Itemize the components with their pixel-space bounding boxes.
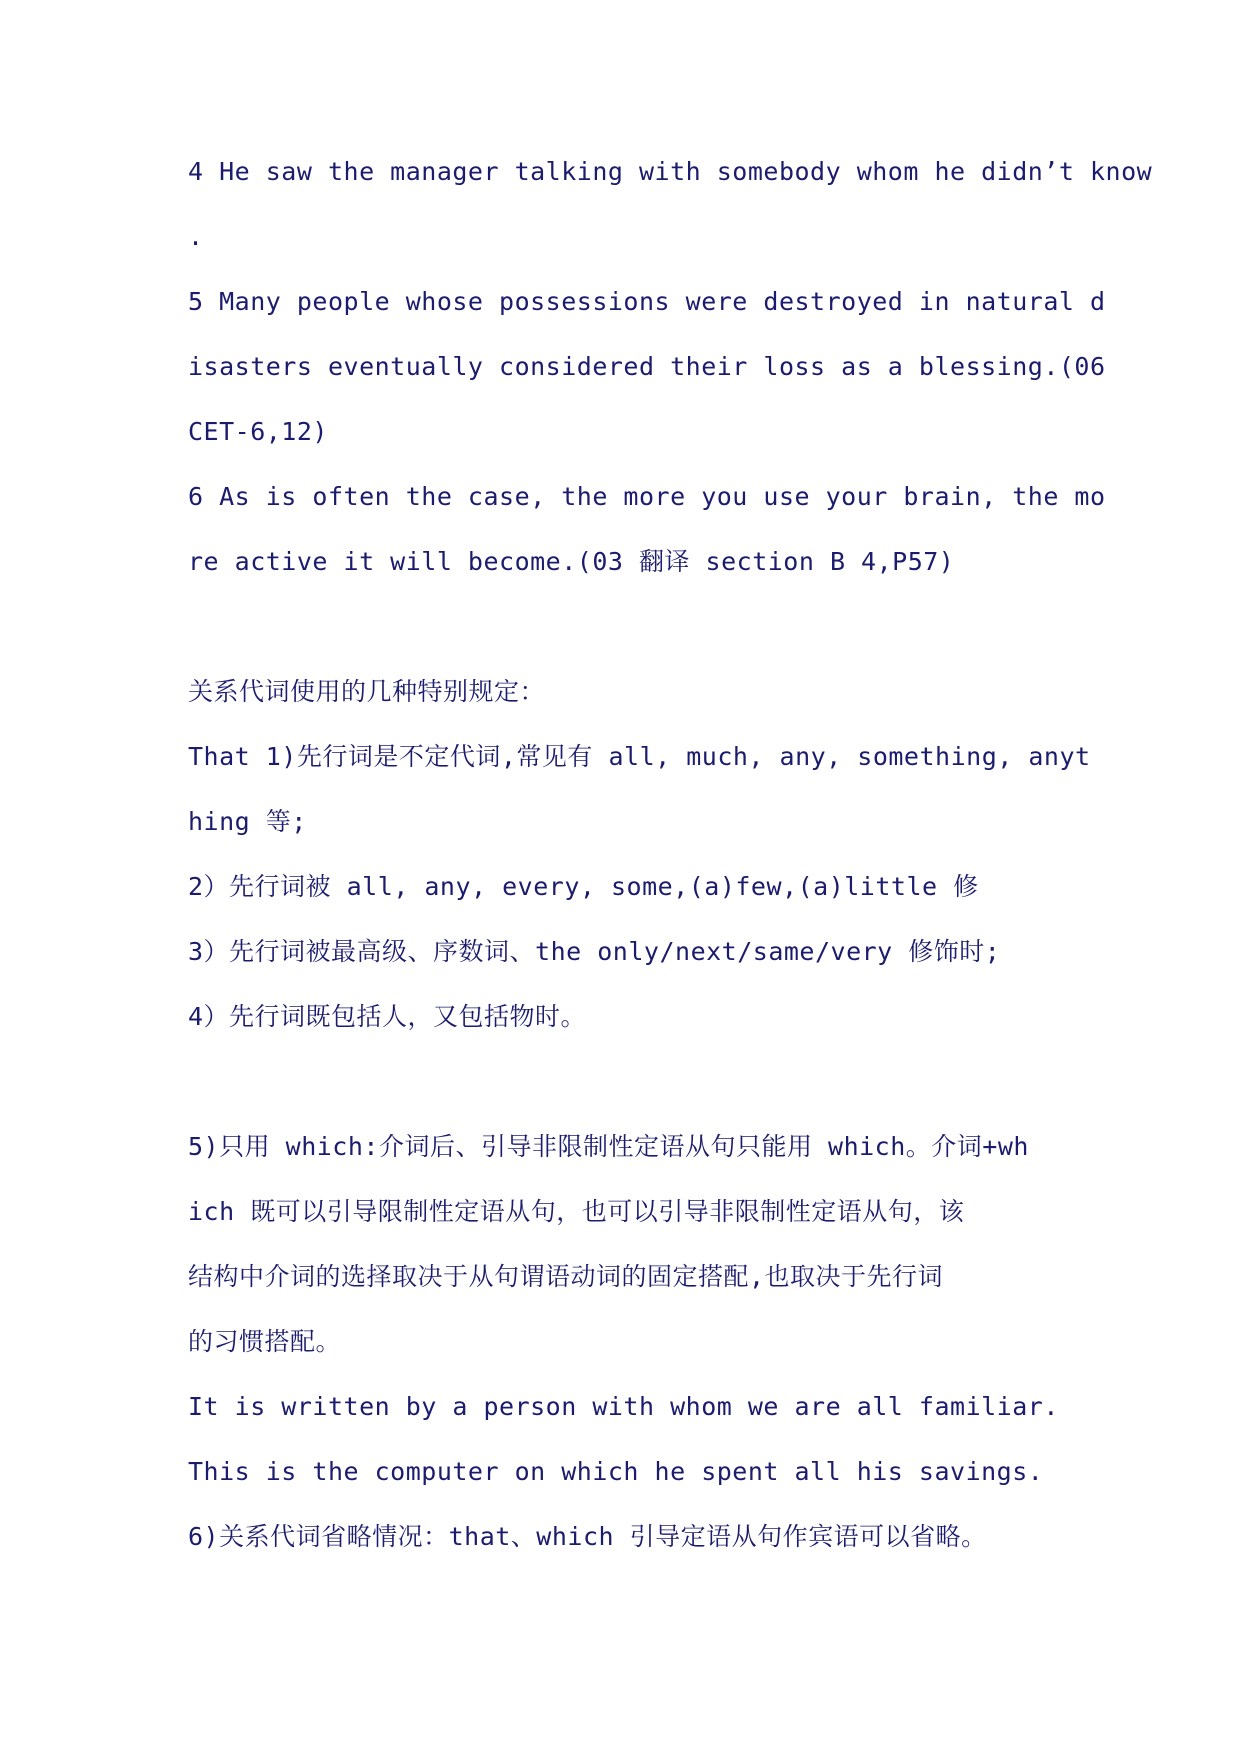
text-line: .	[188, 222, 204, 251]
text-line: hing 等;	[188, 807, 307, 836]
text-line: 6)关系代词省略情况：that、which 引导定语从句作宾语可以省略。	[188, 1522, 987, 1551]
text-line: 4）先行词既包括人，又包括物时。	[188, 1002, 587, 1031]
text-line: 结构中介词的选择取决于从句谓语动词的固定搭配,也取决于先行词	[188, 1262, 944, 1291]
text-line: 4 He saw the manager talking with somebody whom he didn’t know	[188, 157, 1153, 186]
text-line: 5 Many people whose possessions were destroyed in natural d	[188, 287, 1106, 316]
text-line: 5)只用 which:介词后、引导非限制性定语从句只能用 which。介词+wh	[188, 1132, 1029, 1161]
text-line: That 1)先行词是不定代词,常见有 all, much, any, something, anyt	[188, 742, 1091, 771]
text-line: 6 As is often the case, the more you use your brain, the mo	[188, 482, 1106, 511]
text-line: 2）先行词被 all, any, every, some,(a)few,(a)little 修	[188, 872, 979, 901]
text-line: ich 既可以引导限制性定语从句，也可以引导非限制性定语从句，该	[188, 1197, 965, 1226]
example-sentence: This is the computer on which he spent all his savings.	[188, 1457, 1044, 1486]
text-line: 3）先行词被最高级、序数词、the only/next/same/very 修饰时;	[188, 937, 1001, 966]
blank-line	[188, 609, 1148, 674]
text-line: isasters eventually considered their loss as a blessing.(06	[188, 352, 1106, 381]
example-sentence: It is written by a person with whom we are all familiar.	[188, 1392, 1059, 1421]
section-heading: 关系代词使用的几种特别规定：	[188, 677, 546, 706]
text-line: 的习惯搭配。	[188, 1327, 342, 1356]
text-line: CET-6,12)	[188, 417, 328, 446]
blank-line	[188, 1064, 1148, 1129]
text-line: re active it will become.(03 翻译 section B 4,P57)	[188, 547, 955, 576]
document-body	[188, 154, 1153, 1584]
